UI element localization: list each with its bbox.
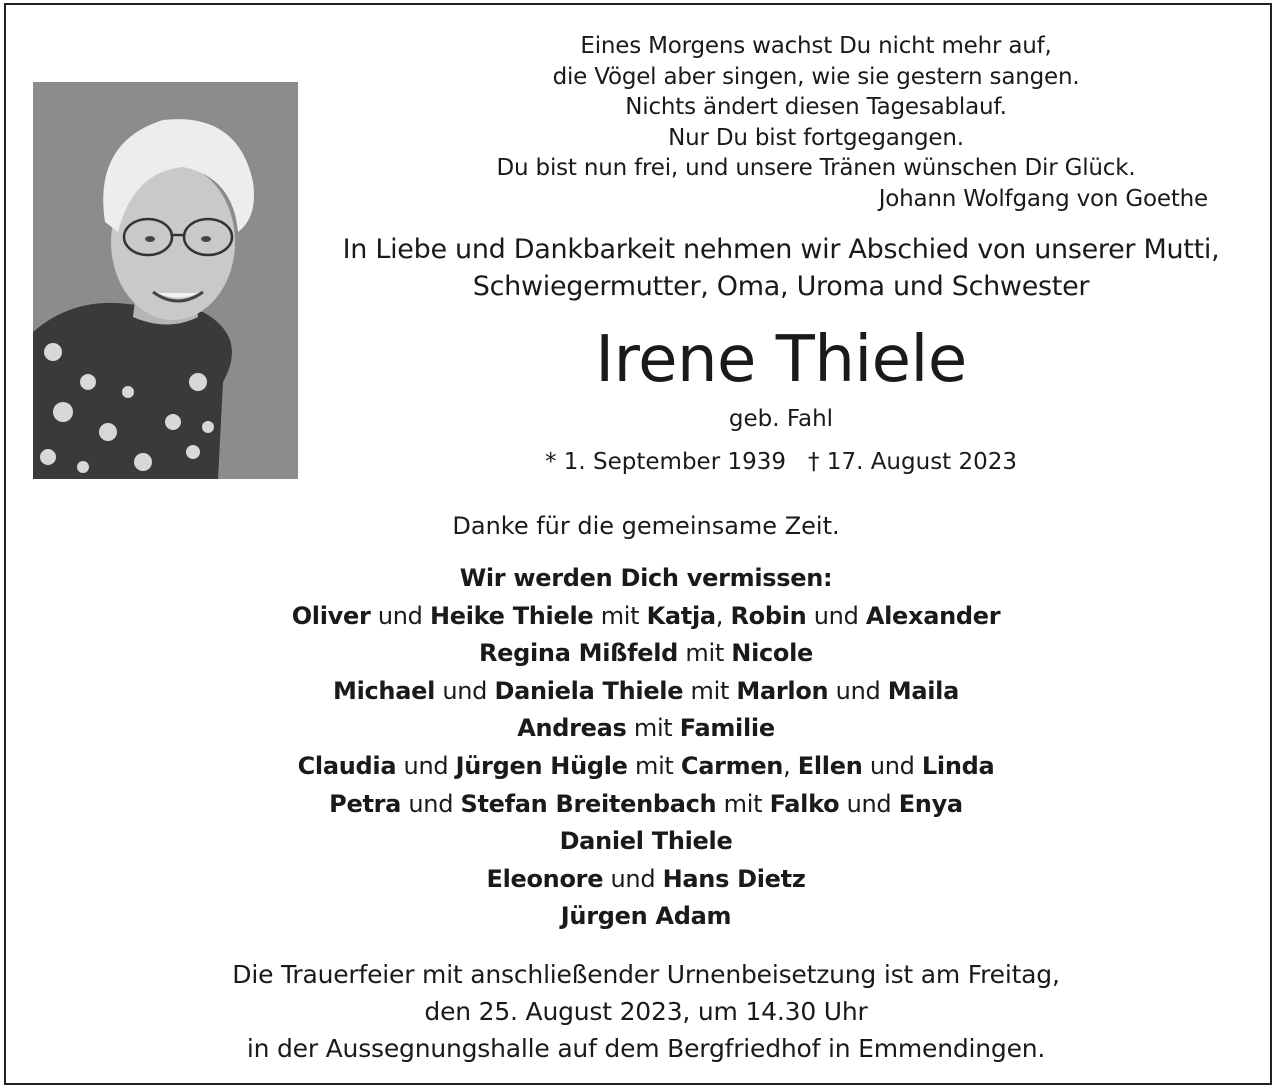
mourner-name: Daniel Thiele [559, 827, 733, 856]
poem-line: Nur Du bist fortgegangen. [668, 124, 964, 151]
mourner-name: Claudia [297, 751, 397, 780]
service-line: den 25. August 2023, um 14.30 Uhr [424, 997, 868, 1026]
mourner-line [146, 898, 1146, 936]
connector-text: , [783, 751, 798, 780]
mourner-name: Petra [329, 789, 402, 818]
mourner-name: Eleonore [486, 864, 604, 893]
mourner-name: Hans Dietz [662, 864, 806, 893]
connector-text: und [370, 601, 430, 630]
poem-line: Du bist nun frei, und unsere Tränen wünschen Dir Glück. [496, 155, 1136, 181]
mourner-name: Enya [898, 789, 963, 818]
connector-text: mit [593, 601, 647, 630]
mourner-name: Carmen [680, 751, 784, 780]
connector-text: und [828, 676, 888, 705]
mourner-name: Katja [646, 601, 716, 630]
thanks-text: Danke für die gemeinsame Zeit. [452, 512, 840, 540]
portrait-photo [33, 82, 298, 479]
poem-line: Nichts ändert diesen Tagesablauf. [625, 94, 1007, 120]
mourner-name: Linda [921, 751, 995, 780]
intro-text [306, 231, 1256, 305]
connector-text: mit [627, 751, 681, 780]
poem-author: Johann Wolfgang von Goethe [878, 185, 1208, 212]
mourners-heading: Wir werden Dich vermissen: [459, 564, 833, 592]
mourner-line [146, 861, 1146, 899]
mourner-name: Familie [679, 714, 775, 743]
mourner-name: Maila [887, 676, 959, 705]
connector-text: und [862, 751, 922, 780]
mourner-name: Ellen [797, 751, 863, 780]
mourner-line [146, 823, 1146, 861]
connector-text: , [715, 601, 731, 630]
intro-line: In Liebe und Dankbarkeit nehmen wir Abschied von unserer Mutti, [342, 234, 1220, 265]
obituary-frame [4, 3, 1272, 1085]
birth-date: * 1. September 1939 [544, 449, 786, 475]
mourner-line [146, 748, 1146, 786]
mourner-name: Regina Mißfeld [478, 639, 679, 668]
mourner-line [146, 598, 1146, 636]
connector-text: und [435, 676, 495, 705]
funeral-service-info [96, 956, 1196, 1067]
connector-text: mit [683, 676, 737, 705]
mourner-line [146, 635, 1146, 673]
mourner-line [146, 710, 1146, 748]
poem-line: Eines Morgens wachst Du nicht mehr auf, [580, 33, 1052, 59]
maiden-name: geb. Fahl [728, 406, 834, 432]
poem [386, 31, 1246, 214]
poem-line: die Vögel aber singen, wie sie gestern sangen. [552, 63, 1080, 90]
service-line: in der Aussegnungshalle auf dem Bergfriedhof in Emmendingen. [246, 1034, 1046, 1063]
death-date: † 17. August 2023 [808, 449, 1018, 475]
mourners-list [146, 560, 1146, 936]
mourner-line [146, 673, 1146, 711]
mourner-name: Oliver [291, 601, 371, 630]
deceased-name: Irene Thiele [595, 323, 967, 397]
mourner-name: Michael [333, 676, 436, 705]
connector-text: und [806, 601, 866, 630]
connector-text: und [839, 789, 899, 818]
mourner-name: Alexander [865, 601, 1001, 630]
connector-text: mit [626, 714, 680, 743]
service-line: Die Trauerfeier mit anschließender Urnenbeisetzung ist am Freitag, [232, 960, 1060, 989]
intro-line: Schwiegermutter, Oma, Uroma und Schwester [472, 271, 1090, 302]
connector-text: und [401, 789, 461, 818]
mourner-name: Stefan Breitenbach [460, 789, 717, 818]
mourner-name: Andreas [517, 714, 627, 743]
mourner-lines [146, 598, 1146, 936]
connector-text: mit [716, 789, 770, 818]
connector-text: mit [678, 639, 732, 668]
mourner-name: Jürgen Adam [560, 902, 732, 931]
mourner-name: Falko [769, 789, 840, 818]
portrait-image [33, 82, 298, 479]
connector-text: und [603, 864, 663, 893]
mourner-name: Jürgen Hügle [455, 751, 628, 780]
mourner-name: Nicole [731, 639, 814, 668]
mourner-name: Daniela Thiele [494, 676, 684, 705]
mourner-name: Marlon [736, 676, 829, 705]
mourner-line [146, 786, 1146, 824]
connector-text: und [396, 751, 456, 780]
life-dates [386, 445, 1176, 479]
mourner-name: Robin [730, 601, 807, 630]
mourner-name: Heike Thiele [429, 601, 594, 630]
